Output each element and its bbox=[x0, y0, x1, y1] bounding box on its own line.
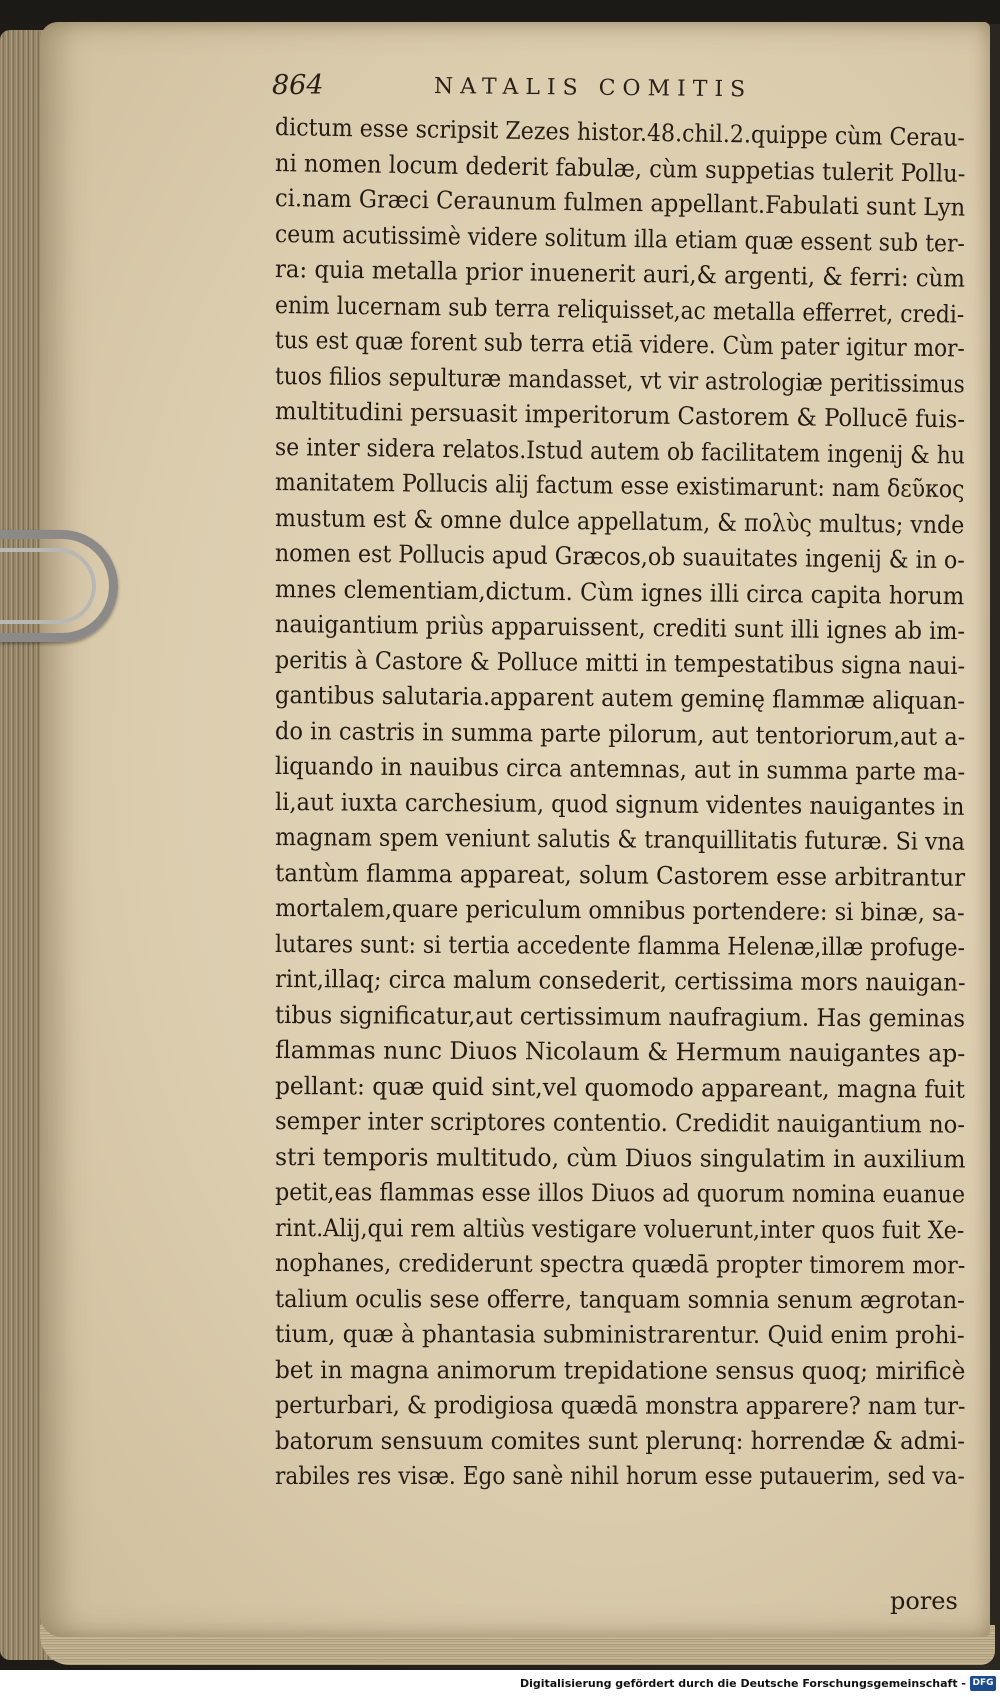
text-line: batorum sensuum comites sunt plerunq: horrendæ & admi- bbox=[275, 1426, 966, 1455]
text-line: tium, quæ à phantasia subministrarentur. Quid enim prohi- bbox=[274, 1320, 965, 1350]
text-line: stri temporis multitudo, cùm Diuos singulatim in auxilium bbox=[274, 1142, 966, 1173]
text-line: ra: quia metalla prior inuenerit auri,& argenti, & ferri: cùm bbox=[274, 255, 966, 293]
text-line: mortalem,quare periculum omnibus portendere: si binæ, sa- bbox=[274, 894, 965, 927]
text-line: multitudini persuasit imperitorum Castorem & Pollucē fuis- bbox=[274, 397, 966, 434]
text-line: talium oculis sese offerre, tanquam somnia senum ægrotan- bbox=[274, 1284, 965, 1314]
text-line: tus est quæ forent sub terra etiā videre. Cùm pater igitur mor- bbox=[274, 326, 965, 363]
text-line: petit,eas flammas esse illos Diuos ad quorum nomina euanue bbox=[274, 1178, 966, 1209]
paper-clip-inner bbox=[0, 548, 96, 624]
text-line: ceum acutissimè videre solitum illa etiam quæ essent sub ter- bbox=[274, 219, 966, 258]
text-line: nomen est Pollucis apud Græcos,ob suauitates ingenij & in o- bbox=[274, 539, 965, 575]
text-line: do in castris in summa parte pilorum, aut tentoriorum,aut a- bbox=[274, 716, 966, 751]
text-line: magnam spem veniunt salutis & tranquillitatis futuræ. Si vna bbox=[274, 823, 966, 856]
top-dark-border bbox=[0, 0, 1000, 24]
running-head: NATALIS COMITIS bbox=[433, 74, 753, 103]
text-line: rabiles res visæ. Ego sanè nihil horum esse putauerim, sed va- bbox=[275, 1462, 965, 1490]
text-line: li,aut iuxta carchesium, quod signum videntes nauigantes in bbox=[274, 787, 965, 821]
text-line: se inter sidera relatos.Istud autem ob facilitatem ingenij & hu bbox=[274, 432, 966, 469]
text-line: ni nomen locum dederit fabulæ, cùm suppetias tulerit Pollu- bbox=[274, 148, 966, 188]
text-line: semper inter scriptores contentio. Credidit nauigantium no- bbox=[274, 1107, 966, 1139]
body-text bbox=[275, 110, 965, 1495]
text-line: tibus significatur,aut certissimum naufragium. Has geminas bbox=[274, 1000, 966, 1033]
text-line: tuos filios sepulturæ mandasset, vt vir astrologiæ peritissimus bbox=[274, 361, 965, 398]
text-line: rint.Alij,qui rem altiùs vestigare voluerunt,inter quos fuit Xe- bbox=[274, 1213, 965, 1244]
text-line: nophanes, crediderunt spectra quædā propter timorem mor- bbox=[274, 1249, 966, 1280]
dfg-logo-icon: DFG bbox=[970, 1676, 996, 1691]
funding-notice: Digitalisierung gefördert durch die Deutsche Forschungsgemeinschaft - bbox=[519, 1677, 966, 1690]
text-line: mustum est & omne dulce appellatum, & πολὺς multus; vnde bbox=[274, 503, 965, 539]
text-line: flammas nunc Diuos Nicolaum & Hermum nauigantes ap- bbox=[274, 1036, 966, 1068]
text-line: perturbari, & prodigiosa quædā monstra apparere? nam tur- bbox=[274, 1391, 966, 1421]
text-line: tantùm flamma appareat, solum Castorem esse arbitrantur bbox=[274, 858, 966, 892]
text-line: nauigantium priùs apparuissent, crediti sunt illi ignes ab im- bbox=[274, 610, 966, 646]
text-line: gantibus salutaria.apparent autem geminę flammæ aliquan- bbox=[274, 681, 966, 716]
text-line: pellant: quæ quid sint,vel quomodo appareant, magna fuit bbox=[274, 1071, 966, 1104]
text-line: enim lucernam sub terra reliquisset,ac metalla efferret, credi- bbox=[274, 290, 965, 329]
text-line: liquando in nauibus circa antemnas, aut in summa parte ma- bbox=[274, 752, 966, 787]
text-line: dictum esse scripsit Zezes histor.48.chil.2.quippe cùm Cerau- bbox=[274, 113, 966, 152]
text-line: manitatem Pollucis alij factum esse existimarunt: nam δεῦκος bbox=[274, 468, 965, 504]
text-line: rint,illaq; circa malum consederit, certissima mors nauigan- bbox=[274, 965, 966, 997]
text-line: lutares sunt: si tertia accedente flamma Helenæ,illæ profuge- bbox=[274, 929, 966, 962]
footer-bar bbox=[0, 1670, 1000, 1697]
text-line: mnes clementiam,dictum. Cùm ignes illi circa capita horum bbox=[274, 574, 965, 610]
page-header bbox=[272, 70, 962, 106]
text-line: bet in magna animorum trepidatione sensus quoq; mirificè bbox=[274, 1355, 966, 1385]
catchword: pores bbox=[890, 1587, 958, 1615]
text-line: ci.nam Græci Ceraunum fulmen appellant.Fabulati sunt Lyn bbox=[274, 184, 966, 222]
page-number: 864 bbox=[272, 70, 324, 101]
text-line: peritis à Castore & Polluce mitti in tempestatibus signa naui- bbox=[274, 645, 966, 680]
